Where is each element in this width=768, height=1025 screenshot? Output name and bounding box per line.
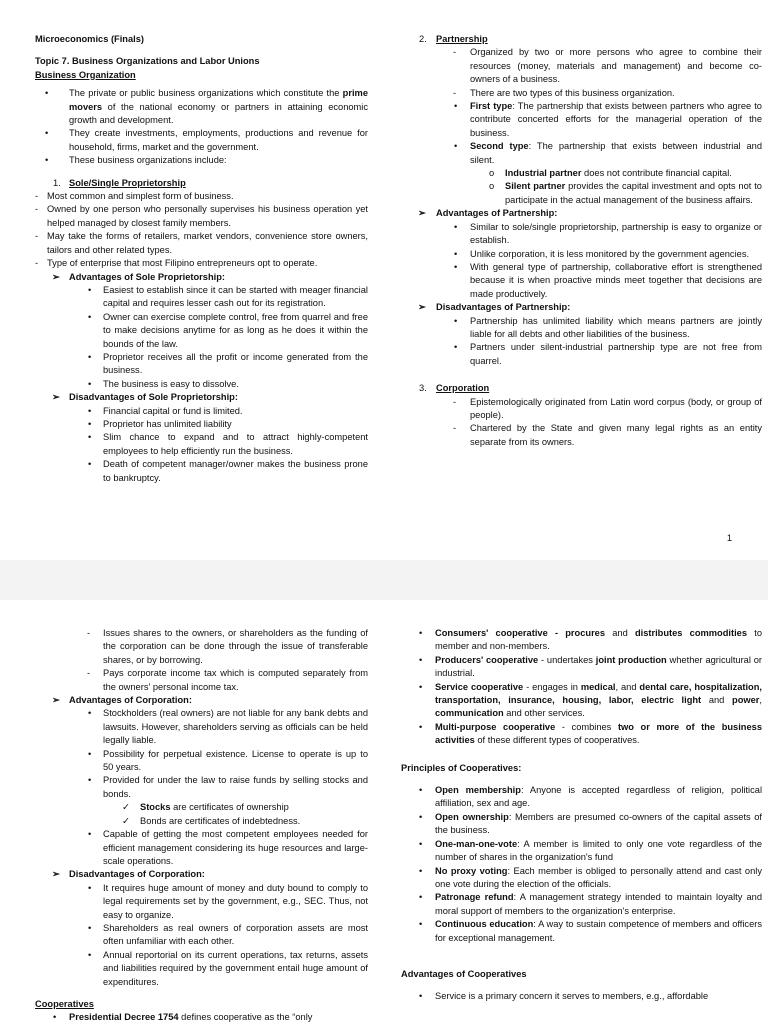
list-item: - Most common and simplest form of business. [35, 191, 234, 202]
list-item: • The business is easy to dissolve. [88, 378, 239, 389]
partnership-heading: 2. Partnership [419, 34, 488, 44]
list-item: • Partners under silent-industrial partnership type are not free from quarrel. [454, 342, 762, 366]
list-item: • The private or public business organizations which constitute the prime movers of the national economy or partners in attaining economic growth and development. [45, 88, 368, 126]
list-item: • Provided for under the law to raise funds by selling stocks and bonds. [88, 775, 368, 799]
list-item: • Producers' cooperative - undertakes joint production whether agricultural or industrial. [419, 654, 762, 679]
list-item: • Annual reportorial on its current operations, tax returns, assets and liabilities required by the government entail huge amount of expenditures. [88, 949, 368, 987]
sole-proprietorship-heading: 1. Sole/Single Proprietorship [53, 177, 186, 188]
list-item: - Organized by two or more persons who agree to combine their resources (money, materials and management) and become co-owners of a business. [453, 47, 762, 85]
list-item: • Similar to sole/single proprietorship, partnership is easy to organize or establish. [454, 221, 762, 246]
page2-left-column [35, 627, 368, 1025]
list-item: - There are two types of this business organization. [453, 87, 675, 98]
list-item: • Service cooperative - engages in medical, and dental care, hospitalization, transportation, insurance, housing, labor, electric light and power, communication and other services. [419, 681, 763, 719]
list-item: - Type of enterprise that most Filipino entrepreneurs opt to operate. [35, 258, 318, 269]
list-item: • These business organizations include: [45, 155, 227, 166]
list-item: • Death of competent manager/owner makes the business prone to bankruptcy. [88, 459, 368, 483]
list-item: • First type: The partnership that exists between partners who agree to contribute concerted efforts for the managerial operation of the business. [454, 101, 762, 138]
list-item: ✓ Bonds are certificates of indebtedness. [122, 815, 301, 826]
list-item: • Consumers' cooperative - procures and distributes commodities to member and non-members. [419, 628, 762, 652]
list-item: • Presidential Decree 1754 defines cooperative as the “only [53, 1012, 313, 1023]
section-heading: Business Organization [35, 69, 136, 80]
list-item: • Easiest to establish since it can be started with meager financial capital and requires lesser cash out for its registration. [88, 284, 368, 309]
list-item: • Owner can exercise complete control, free from quarrel and free to make decisions anytime for as long as he does it within the bounds of the law. [88, 311, 368, 349]
sole-advantages-heading: ➢ Advantages of Sole Proprietorship: [52, 271, 226, 282]
corporation-disadvantages-heading: ➢ Disadvantages of Corporation: [52, 869, 205, 880]
list-item: - May take the forms of retailers, market vendors, convenience store owners, tailors and other related types. [35, 231, 368, 255]
page1-right-column [416, 33, 762, 449]
list-item: • Capable of getting the most competent employees needed for efficient management considering its huge resources and large-scale operations. [88, 829, 368, 866]
list-item: • Open ownership: Members are presumed co-owners of the capital assets of the business. [419, 811, 762, 836]
partnership-advantages-heading: ➢ Advantages of Partnership: [418, 208, 558, 219]
list-item: • Possibility for perpetual existence. License to operate is up to 50 years. [88, 748, 368, 773]
principles-heading: Principles of Cooperatives: [401, 762, 522, 773]
corporation-heading: 3. Corporation [419, 383, 490, 394]
list-item: • Multi-purpose cooperative - combines two or more of the business activities of these different types of cooperatives. [419, 721, 762, 746]
list-item: • Partnership has unlimited liability which means partners are jointly liable for all debts and other liabilities of the business. [454, 315, 762, 339]
page-number: 1 [726, 533, 732, 543]
list-item: • One-man-one-vote: A member is limited to only one vote regardless of the number of shares in the organization's fund [419, 838, 762, 863]
list-item: • Second type: The partnership that exists between industrial and silent. [454, 141, 763, 165]
list-item: • Unlike corporation, it is less monitored by the government agencies. [454, 248, 750, 259]
list-item: - Pays corporate income tax which is computed separately from the owners' personal income tax. [87, 668, 368, 692]
corporation-advantages-heading: ➢ Advantages of Corporation: [52, 695, 192, 706]
page2-right-column [401, 627, 762, 1004]
list-item: - Issues shares to the owners, or shareholders as the funding of the corporation can be done through the issue of transferable shares, or by borrowing. [87, 628, 368, 665]
page1-left-column [35, 33, 368, 485]
partnership-disadvantages-heading: ➢ Disadvantages of Partnership: [418, 302, 571, 313]
list-item: - Epistemologically originated from Latin word corpus (body, or group of people). [453, 396, 762, 420]
list-item: • They create investments, employments, productions and revenue for household, firms, market and the government. [45, 128, 368, 152]
list-item: • Stockholders (real owners) are not liable for any bank debts and lawsuits. However, shareholders serving as officials can be held legally liable. [88, 708, 368, 746]
list-item: • No proxy voting: Each member is obliged to personally attend and cast only one vote during the election of the officials. [419, 865, 762, 889]
course-header: Microeconomics (Finals) [35, 34, 145, 44]
list-item: • Proprietor receives all the profit or income generated from the business. [88, 351, 368, 376]
page-gap [0, 560, 768, 600]
list-item: • Service is a primary concern it serves to members, e.g., affordable [419, 991, 709, 1002]
cooperative-advantages-heading: Advantages of Cooperatives [401, 968, 527, 979]
list-item: • Continuous education: A way to sustain competence of members and officers for exceptional management. [419, 919, 762, 943]
list-item: • It requires huge amount of money and duty bound to comply to legal requirements set by the government, e.g., SEC. Thus, not easy to organize. [88, 882, 368, 920]
list-item: • Slim chance to expand and to attract highly-competent employees to help efficiently run the business. [88, 432, 368, 456]
cooperatives-heading: Cooperatives [35, 998, 94, 1009]
list-item: o Silent partner provides the capital investment and opts not to participate in the actual management of the business affairs. [489, 181, 762, 205]
list-item: • Patronage refund: A management strategy intended to maintain loyalty and moral support of members to the organization's enterprise. [419, 892, 763, 916]
list-item: o Industrial partner does not contribute financial capital. [489, 168, 732, 179]
topic-title: Topic 7. Business Organizations and Labor Unions [35, 56, 260, 67]
list-item: ✓ Stocks are certificates of ownership [122, 802, 289, 813]
list-item: • Shareholders as real owners of corporation assets are most often unfamiliar with each other. [88, 922, 368, 947]
list-item: - Owned by one person who personally supervises his business operation yet helped managed by closest family members. [35, 204, 368, 228]
list-item: • Open membership: Anyone is accepted regardless of religion, political affiliation, sex and age. [419, 785, 763, 809]
list-item: • Financial capital or fund is limited. [88, 405, 243, 416]
list-item: - Chartered by the State and given many legal rights as an entity separate from its owners. [453, 423, 762, 447]
list-item: • With general type of partnership, collaborative effort is strengthened because it is when proactive minds meet together that decisions are made productively. [454, 261, 762, 299]
sole-disadvantages-heading: ➢ Disadvantages of Sole Proprietorship: [52, 392, 238, 403]
list-item: • Proprietor has unlimited liability [88, 418, 232, 429]
